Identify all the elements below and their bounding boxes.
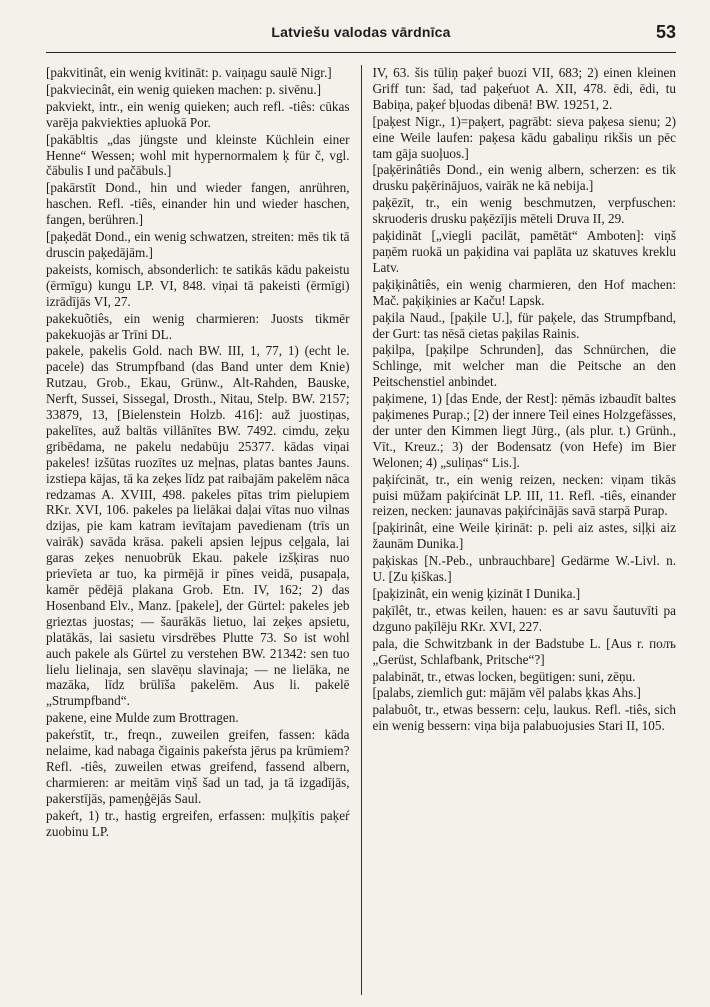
two-column-body — [46, 65, 676, 995]
entry-text: paķilpa, [paķilpe Schrunden], das Schnürchen, die Schlinge, mit welcher man die Peitsche an den Peitschenstiel anbindet. — [372, 342, 676, 390]
entry-text: [pakārstīt Dond., hin und wieder fangen, anrühren, haschen. Refl. -tiês, einander hin und wieder haschen, fangen, berühren.] — [46, 180, 350, 228]
dictionary-entry — [46, 311, 350, 343]
dictionary-entry — [373, 310, 677, 342]
entry-text: paķīlêt, tr., etwas keilen, hauen: es ar savu šautuvīti pa dzguno paķīlēju RKr. XVI, 227. — [372, 602, 676, 634]
dictionary-entry — [373, 603, 677, 635]
entry-text: paķiskas [N.-Peb., unbrauchbare] Gedärme W.-Livl. n. U. [Zu ķiškas.] — [372, 553, 676, 585]
dictionary-entry — [373, 162, 677, 194]
dictionary-entry — [46, 180, 350, 228]
entry-text: [pakvitinât, ein wenig kvitināt: p. vaiņagu saulē Nigr.] — [46, 65, 332, 80]
dictionary-entry — [46, 229, 350, 261]
entry-text: [paķizinât, ein wenig ķizināt I Dunika.] — [372, 586, 581, 601]
entry-text: [pakviecinât, ein wenig quieken machen: p. sivēnu.] — [46, 81, 322, 97]
dictionary-entry — [373, 553, 677, 585]
dictionary-entry — [373, 472, 677, 520]
dictionary-entry — [373, 277, 677, 309]
entry-text: palabināt, tr., etwas locken, begütigen: suni, zēņu. — [372, 668, 636, 684]
entry-text: paķila Naud., [paķile U.], für paķele, das Strumpfband, der Gurt: tas nēsā cietas paķilas Rainis. — [372, 309, 676, 341]
entry-text: paķiŕcināt, tr., ein wenig reizen, necken: viņam tikās puisi mūžam paķiŕcināt LP. III, 11. Refl. -tiês, einander reizen, necken: jaunavas paķiŕcinājās savā starpā Purap. — [372, 471, 676, 519]
dictionary-entry — [373, 228, 677, 276]
dictionary-entry — [373, 114, 677, 162]
dictionary-entry — [373, 342, 677, 390]
entry-text: [pakābltis „das jüngste und kleinste Küchlein einer Henne“ Wessen; wohl mit hypernormalem ķ für č, vgl. čābulis I und pačābuls.] — [46, 131, 350, 179]
dictionary-entry — [373, 702, 677, 734]
dictionary-entry — [46, 343, 350, 709]
entry-text: pakene, eine Mulde zum Brottragen. — [46, 710, 239, 726]
page-number: 53 — [655, 22, 676, 42]
entry-text: [paķest Nigr., 1)=paķert, pagrābt: sieva paķesa sienu; 2) eine Weile laufen: paķesa kādu gabaliņu rikšis un pēc tam gāja suoļuos.] — [372, 113, 676, 161]
dictionary-entry — [46, 99, 350, 131]
entry-text: pakele, pakelis Gold. nach BW. III, 1, 77, 1) (echt le. pacele) das Strumpfband (das Band unter dem Knie) Rutzau, Grob., Ekau, Grünw., Alt-Rahden, Bauske, Nerft, Sussei, Sissegal, Drosth., Nitau, Stelp. BW. 2157; 33879, 13, [Bielenstein Holzb. 416]: auž juostiņas, pakelītes, auž baltās villānītes BW. 7492. cimdu, zeķu gribēdama, ne pakelu nedabūju 25377. kādas viņai pakeles! izšūtas ruozītes uz meļnas, platas bantes Jauns. izstiepa kājas, tā ka zeķes līdz pat raibajām pakelēm nāca redzamas A. XVIII, 498. pakeles pītas trim pielupiem RKr. XVI, 106. pakeles pa lielākai daļai vītas nuo vilnas dzijas, pie kam katram ievītajam pavedienam (trīs un vairāk) savāda krāsa. pakeli apsien lejpus ceļgala, lai garas zeķes nenuobrūk Ekau. pakele izšķiras nuo prievīeta ar tuo, ka pirmējā ir pīnes veidā, pusapaļa, kamēr pēdējā plakana Grob. Etn. IV, 162; 2) das Hosenband Elv., Manz. [pakele], der Gürtel: pakeles jeb grieztas juostas; — šaurākās lietuo, lai zeķes apsietu, platākās, lai sasietu virsdrēbes Plutte 73. So ist wohl auch pakele als Gürtel zu verstehen BW. 21342: sen tuo lielu lielinaja, sen slavēņu slavinaja; — ne lielāka, ne mazāka, līdz brūlīša pakelēm. Aus li. pakelē „Strumpfband“. — [46, 343, 350, 709]
left-column — [46, 65, 361, 995]
dictionary-entry — [373, 685, 677, 701]
entry-text: [paķedāt Dond., ein wenig schwatzen, streiten: mēs tik tā druscin paķedājām.] — [46, 229, 350, 260]
entry-text: paķēzīt, tr., ein wenig beschmutzen, verpfuschen: skruoderis drusku paķēzījis mēteli Druva II, 29. — [372, 195, 676, 227]
dictionary-entry — [373, 391, 677, 471]
entry-text: [paķirinât, eine Weile ķirināt: p. peli aiz astes, siļķi aiz žaunām Dunika.] — [372, 520, 676, 552]
entry-text: paķiķinâtiês, ein wenig charmieren, den Hof machen: Mač. paķiķinies ar Kaču! Lapsk. — [372, 276, 676, 308]
dictionary-entry — [373, 195, 677, 227]
entry-text: paķidināt [„viegli pacilāt, pamētāt“ Amboten]: viņš paņēm ruokā un paķidina vai paplāta uz skatuves kreklu Latv. — [372, 228, 676, 275]
entry-text: IV, 63. šis tūliņ paķeŕ buozi VII, 683; 2) einen kleinen Griff tun: šad, tad paķeŕuot A. XII, 478. ēdi, ēdi, tu Babiņa, paķeŕ bļuodas dibenā! BW. 19251, 2. — [372, 65, 676, 112]
dictionary-entry — [373, 65, 677, 113]
dictionary-entry — [373, 669, 677, 685]
dictionary-entry — [46, 82, 350, 98]
entry-text: palabuôt, tr., etwas bessern: ceļu, laukus. Refl. -tiês, sich ein wenig bessern: viņa bija palabuojusies Stari II, 105. — [372, 702, 676, 734]
entry-text: pakekuõtiês, ein wenig charmieren: Juosts tikmēr pakekuojās ar Trīni DL. — [46, 310, 350, 342]
entry-text: paķimene, 1) [das Ende, der Rest]: ņēmās izbaudīt baltes paķimenes Purap.; [2) der innere Teil eines Holzgefässes, der unter den Kimmen liegt Jürg., (als plur. t.) Grünh., Vīt., Kreuz.; 3) der Bodensatz (von Hefe) im Bier Welonen; 4) „suliņas“ Lis.]. — [372, 391, 676, 470]
entry-text: pala, die Schwitzbank in der Badstube L. [Aus r. полъ „Gerüst, Schlafbank, Pritsche“?] — [372, 635, 676, 667]
entry-text: pakeŕt, 1) tr., hastig ergreifen, erfassen: muļķītis paķeŕ zuobinu LP. — [46, 807, 350, 839]
dictionary-entry — [373, 586, 677, 602]
right-column — [362, 65, 677, 995]
running-title: Latviešu valodas vārdnīca — [271, 24, 451, 40]
entry-text: pakeists, komisch, absonderlich: te satikās kādu pakeistu (ērmīgu) kungu LP. VI, 848. viņai tā pakeisti (ērmīgi) izrādījās VI, 27. — [46, 261, 350, 309]
dictionary-entry — [373, 636, 677, 668]
entry-text: pakeŕstīt, tr., freqn., zuweilen greifen, fassen: kāda nelaime, kad nabaga čigainis pakeŕsta jērus pa krūmiem? Refl. -tiês, zuweilen etwas greifend, fassend albern, charmieren: ar meitām viņš šad un tad, ja tā izgadījās, pakerstījās, pameņģējās Saul. — [46, 727, 350, 806]
dictionary-entry — [46, 262, 350, 310]
dictionary-entry — [46, 808, 350, 840]
dictionary-entry — [46, 132, 350, 180]
page-header — [46, 22, 676, 50]
header-rule — [46, 52, 676, 53]
dictionary-entry — [46, 65, 350, 81]
dictionary-entry — [46, 710, 350, 726]
dictionary-entry — [373, 520, 677, 552]
entry-text: [palabs, ziemlich gut: mājām vēl palabs ķkas Ahs.] — [372, 685, 641, 701]
dictionary-entry — [46, 727, 350, 807]
entry-text: pakviekt, intr., ein wenig quieken; auch refl. -tiês: cūkas varēja pakviekties apluokā Por. — [46, 98, 350, 130]
entry-text: [paķērinâtiês Dond., ein wenig albern, scherzen: es tik drusku paķērinājuos, vairāk ne kā nebija.] — [372, 162, 676, 194]
